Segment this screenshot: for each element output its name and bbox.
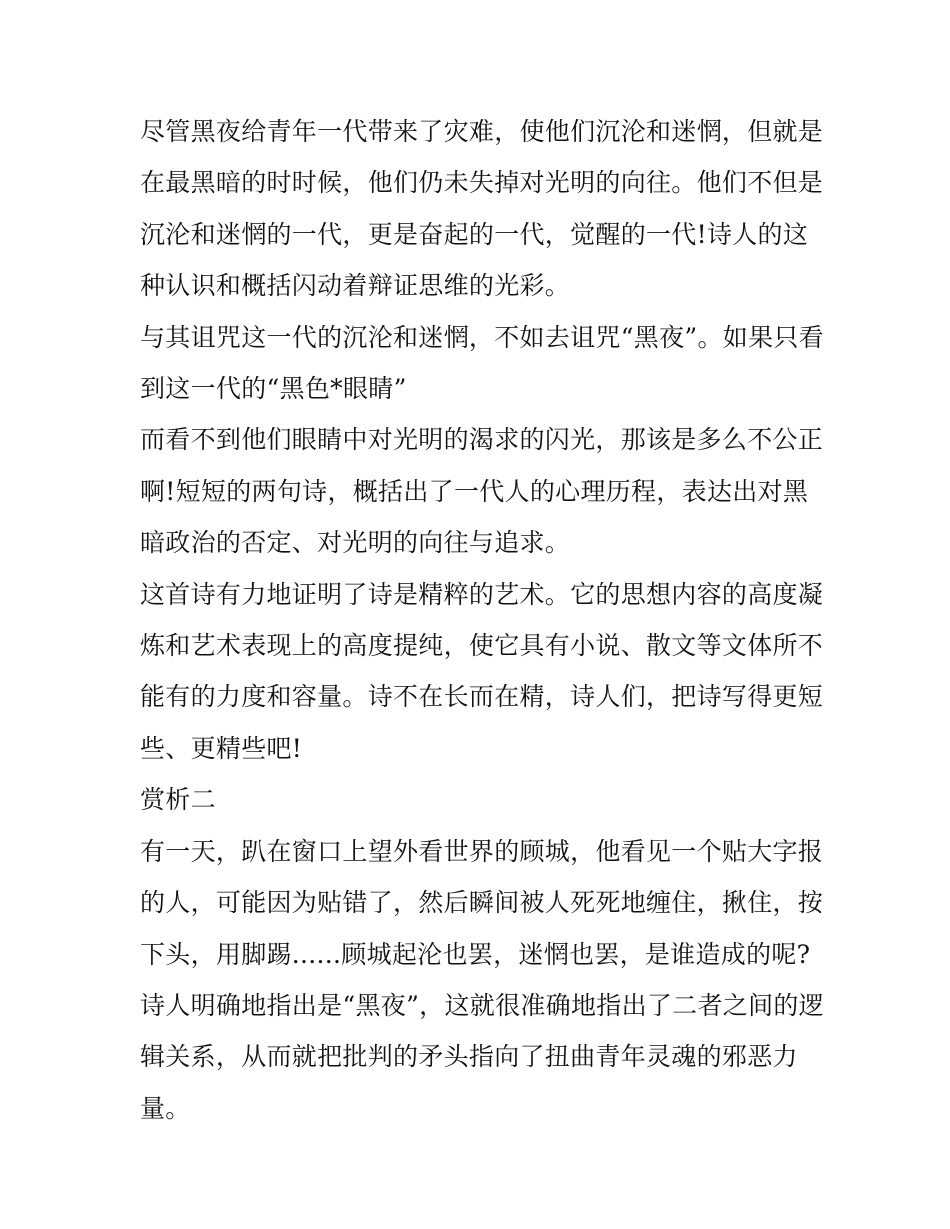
paragraph-3 <box>140 414 824 568</box>
text-line: 沉沦和迷惘的一代，更是奋起的一代，觉醒的一代!诗人的这 <box>140 219 809 249</box>
section-heading <box>140 774 816 825</box>
text-line: 与其诅咒这一代的沉沦和迷惘，不如去诅咒“黑夜”。如果只看 <box>140 322 824 352</box>
text-line: 诗人明确地指出是“黑夜”，这就很准确地指出了二者之间的逻 <box>140 990 824 1020</box>
text-line: 在最黑暗的时时候，他们仍未失掉对光明的向往。他们不但是 <box>140 168 824 198</box>
text-line: 有一天，趴在窗口上望外看世界的顾城，他看见一个贴大字报 <box>140 836 824 866</box>
text-line: 尽管黑夜给青年一代带来了灾难，使他们沉沦和迷惘，但就是 <box>140 117 824 146</box>
text-line: 炼和艺术表现上的高度提纯，使它具有小说、散文等文体所不 <box>140 631 824 661</box>
text-line: 啊!短短的两句诗，概括出了一代人的心理历程，表达出对黑 <box>140 476 809 506</box>
text-line: 而看不到他们眼睛中对光明的渴求的闪光，那该是多么不公正 <box>140 425 824 455</box>
text-line: 能有的力度和容量。诗不在长而在精，诗人们，把诗写得更短 <box>140 682 824 712</box>
text-line: 的人，可能因为贴错了，然后瞬间被人死死地缠住，揪住，按 <box>140 888 824 918</box>
paragraph-2 <box>140 312 824 415</box>
text-line: 到这一代的“黑色*眼睛” <box>140 374 407 404</box>
paragraph-5 <box>140 826 824 1134</box>
text-line: 暗政治的否定、对光明的向往与追求。 <box>140 528 571 558</box>
text-line: 辑关系，从而就把批判的矛头指向了扭曲青年灵魂的邪恶力 <box>140 1042 798 1072</box>
paragraph-1 <box>140 106 824 312</box>
text-line: 量。 <box>140 1093 191 1123</box>
paragraph-4 <box>140 569 824 775</box>
document-body <box>140 106 824 1134</box>
text-line: 些、更精些吧! <box>140 733 303 763</box>
heading-text: 赏析二 <box>140 785 216 815</box>
text-line: 下头，用脚踢......顾城起沦也罢，迷惘也罢，是谁造成的呢? <box>140 939 811 969</box>
text-line: 种认识和概括闪动着辩证思维的光彩。 <box>140 271 571 301</box>
text-line: 这首诗有力地证明了诗是精粹的艺术。它的思想内容的高度凝 <box>140 579 824 609</box>
